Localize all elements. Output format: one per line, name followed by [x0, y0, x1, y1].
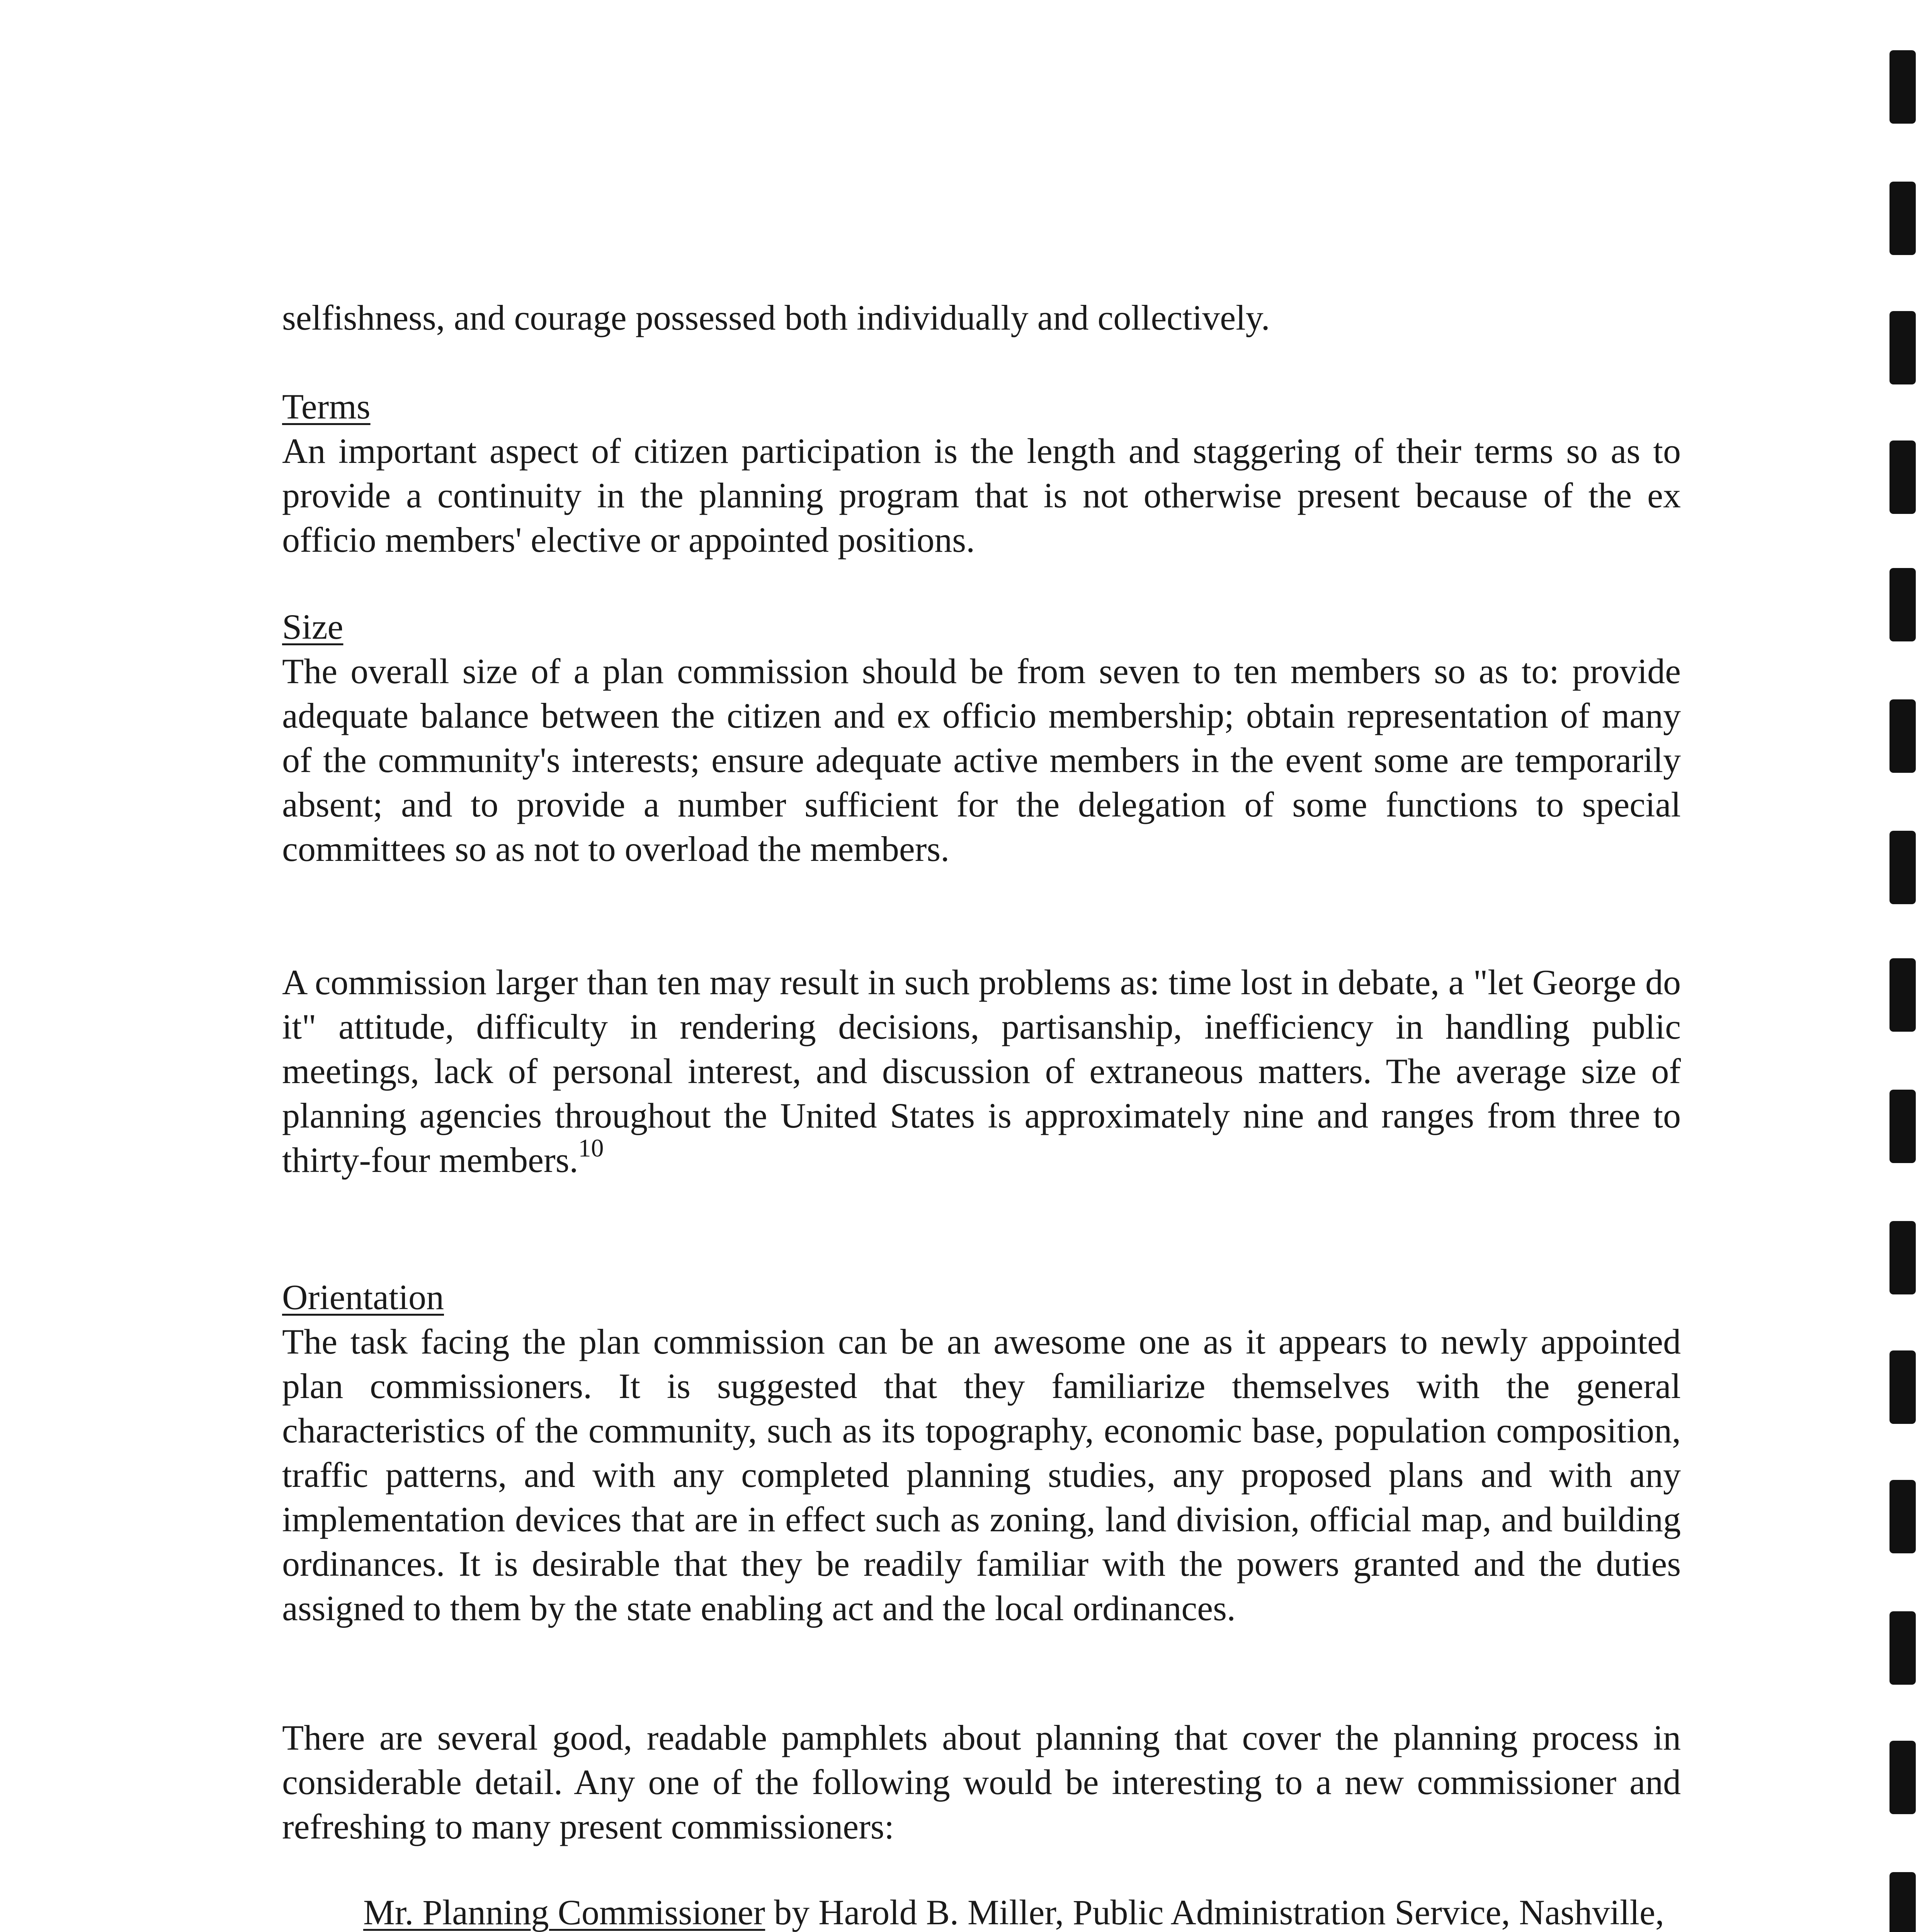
orientation-heading: Orientation [282, 1277, 444, 1317]
intro-line: selfishness, and courage possessed both individually and collectively. [282, 298, 1270, 337]
reference-item [363, 1888, 1731, 1932]
size-paragraph-2-text: A commission larger than ten may result in such problems as: time lost in debate, a "let George do it" attitude, difficulty in rendering decisions, partisanship, inefficiency in handling public meetings, lack of personal interest, and discussion of extraneous matters. The average size of planning agencies throughout the United States is approximately nine and ranges from three to thirty-four members. [282, 963, 1681, 1180]
size-paragraph-2 [282, 960, 1681, 1182]
orientation-paragraph-2: There are several good, readable pamphlets about planning that cover the planning process in considerable detail. Any one of the following would be interesting to a new commissioner and refreshing to many present commissioners: [282, 1718, 1681, 1846]
binder-hole-mark [1889, 831, 1916, 904]
reference-title: Mr. Planning Commissioner [363, 1893, 765, 1932]
binder-hole-mark [1889, 1480, 1916, 1553]
binder-hole-mark [1889, 1611, 1916, 1685]
binder-hole-mark [1889, 1090, 1916, 1163]
size-heading: Size [282, 607, 344, 646]
binder-hole-mark [1889, 568, 1916, 641]
binder-hole-mark [1889, 958, 1916, 1032]
binder-hole-mark [1889, 440, 1916, 514]
binder-hole-mark [1889, 1350, 1916, 1424]
binder-hole-mark [1889, 1221, 1916, 1294]
binder-hole-mark [1889, 1741, 1916, 1814]
binder-hole-mark [1889, 699, 1916, 773]
orientation-paragraph: The task facing the plan commission can be an awesome one as it appears to newly appointed plan commissioners. It is suggested that they familiarize themselves with the general characteristics of the community, such as its topography, economic base, population composition, traffic patterns, and with any completed planning studies, any proposed plans and with any implementation devices that are in effect such as zoning, land division, official map, and building ordinances. It is desirable that they be readily familiar with the powers granted and the duties assigned to them by the state enabling act and the local ordinances. [282, 1322, 1681, 1628]
binder-hole-mark [1889, 1872, 1916, 1932]
binder-hole-mark [1889, 182, 1916, 255]
binder-hole-mark [1889, 311, 1916, 384]
terms-paragraph: An important aspect of citizen participation is the length and staggering of their terms so as to provide a continuity in the planning program that is not otherwise present because of the ex officio members' elective or appointed positions. [282, 431, 1681, 560]
reference-details: by Harold B. Miller, Public Administration Service, Nashville, [774, 1893, 1664, 1932]
binder-hole-mark [1889, 50, 1916, 124]
terms-heading: Terms [282, 387, 371, 426]
size-paragraph: The overall size of a plan commission should be from seven to ten members so as to: provide adequate balance between the citizen and ex officio membership; obtain representation of many of the community's interests; ensure adequate active members in the event some are temporarily absent; and to provide a number sufficient for the delegation of some functions to special committees so as not to overload the members. [282, 651, 1681, 869]
footnote-reference: 10 [578, 1134, 604, 1162]
